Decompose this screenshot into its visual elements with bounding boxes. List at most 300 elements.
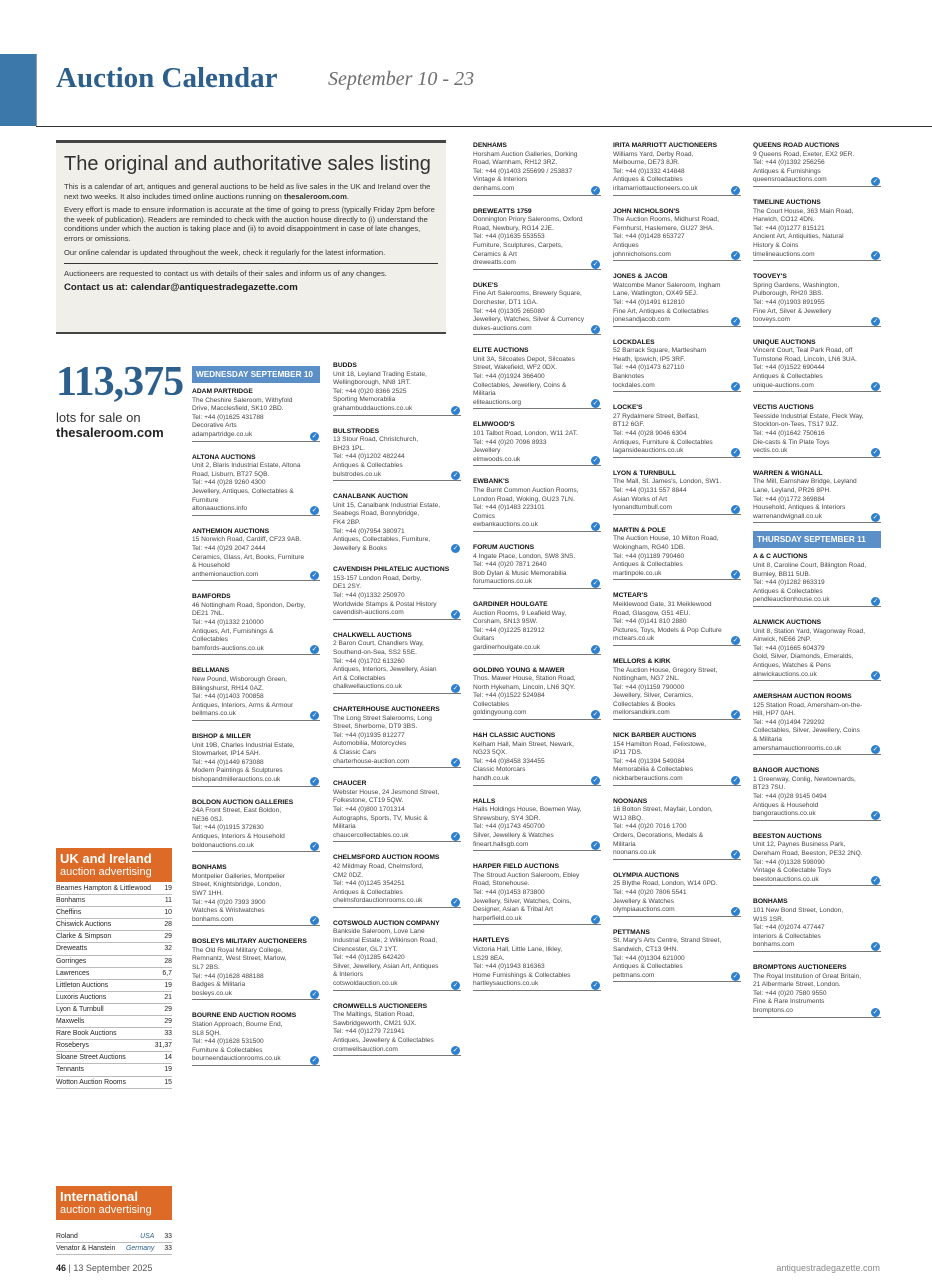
- auction-detail: Fine Art, Antiques & Collectables: [613, 307, 709, 315]
- auction-detail: Street, Knightsbridge, London,: [192, 881, 282, 889]
- auction-detail: Ceramics & Art: [473, 250, 517, 258]
- auction-entry: [333, 632, 461, 694]
- auction-website[interactable]: bamfords-auctions.co.uk: [192, 645, 320, 656]
- auction-website[interactable]: pettmans.com: [613, 972, 741, 983]
- auction-detail: Tel: +44 (0)1279 721941: [333, 1028, 405, 1036]
- auctioneer-name: COTSWOLD AUCTION COMPANY: [333, 919, 440, 927]
- auction-website[interactable]: forumauctions.co.uk: [473, 578, 601, 589]
- auction-detail: Industrial Estate, 2 Wilkinson Road,: [333, 937, 438, 945]
- auction-detail: Road, Glasgow, G51 4EU.: [613, 609, 691, 617]
- auction-detail: DE21 7NL.: [192, 610, 225, 618]
- advertiser-name: Cheffins: [56, 909, 82, 917]
- auction-website[interactable]: bishopandmillerauctions.co.uk: [192, 776, 320, 787]
- advertiser-row[interactable]: [56, 1028, 172, 1040]
- auction-website[interactable]: eliteauctions.org: [473, 399, 601, 410]
- intro-paragraph-4: Auctioneers are requested to contact us with details of their sales and inform us of any changes.: [64, 269, 387, 279]
- auction-website[interactable]: bellmans.co.uk: [192, 710, 320, 721]
- auctioneer-name: GARDINER HOULGATE: [473, 600, 548, 608]
- auction-detail: Guitars: [473, 635, 495, 643]
- auction-detail: 25 Blythe Road, London, W14 0PD.: [613, 880, 718, 888]
- auctioneer-name: ADAM PARTRIDGE: [192, 388, 253, 395]
- auction-detail: Furniture: [192, 496, 219, 504]
- verified-icon: ✓: [311, 1057, 318, 1064]
- listing-column-1: [192, 366, 320, 1078]
- auction-website[interactable]: nickbarberauctions.com: [613, 775, 741, 786]
- auction-detail: Nottingham, NG7 2NL.: [613, 675, 680, 683]
- auction-detail: 21 Albermarle Street, London.: [753, 981, 841, 989]
- auction-detail: Antiques & Collectables: [753, 587, 823, 595]
- auction-detail: Antiques & Collectables: [333, 888, 403, 896]
- auction-detail: & Militaria: [753, 736, 782, 744]
- auction-entry: [753, 553, 881, 607]
- auction-detail: Tel: +44 (0)1392 256256: [753, 159, 825, 167]
- advertiser-page: 6,7: [162, 969, 172, 977]
- uk-advertising-header: UK and Ireland auction advertising: [56, 848, 172, 882]
- auction-detail: Badges & Militaria: [192, 981, 246, 989]
- verified-icon: ✓: [732, 383, 739, 391]
- day-header-wednesday: WEDNESDAY SEPTEMBER 10: [192, 366, 320, 383]
- auction-detail: Tel: +44 (0)20 7580 9550: [753, 989, 827, 997]
- page-footer: 46 | 13 September 2025: [56, 1263, 153, 1273]
- auction-website[interactable]: warrenandwignall.co.uk: [753, 513, 881, 524]
- advertiser-row[interactable]: [56, 1064, 172, 1076]
- verified-icon: ✓: [452, 406, 459, 414]
- auction-detail: Stockton-on-Tees, TS17 9JZ.: [753, 421, 839, 429]
- thesaleroom-link[interactable]: thesaleroom.com: [283, 191, 347, 201]
- auction-detail: Fine & Rare Instruments: [753, 998, 825, 1006]
- auction-entry: [753, 470, 881, 524]
- auction-website[interactable]: queensroadauctions.com: [753, 176, 881, 187]
- auctioneer-name: BONHAMS: [192, 864, 227, 872]
- auction-website[interactable]: lockdales.com: [613, 382, 741, 393]
- auction-detail: & Household: [192, 562, 230, 570]
- auction-detail: Lane, Watlington, OX49 5EJ.: [613, 290, 698, 298]
- auction-website[interactable]: boldonauctions.co.uk: [192, 842, 320, 853]
- issue-date: 13 September 2025: [73, 1263, 153, 1273]
- auction-website[interactable]: pendleauctionhouse.co.uk: [753, 596, 881, 607]
- auction-detail: 1 Greenway, Conlig, Newtownards,: [753, 775, 856, 783]
- auction-detail: BT23 7SU.: [753, 784, 786, 792]
- auctioneer-name: BONHAMS: [753, 898, 788, 906]
- advertiser-row[interactable]: [56, 980, 172, 992]
- auction-entry: [192, 454, 320, 516]
- auction-detail: Orders, Decorations, Medals &: [613, 832, 704, 839]
- auction-detail: Vintage & Collectable Toys: [753, 867, 832, 875]
- auction-entry: [473, 282, 601, 336]
- auction-entry: [473, 544, 601, 589]
- auction-detail: Collectables: [473, 700, 509, 708]
- auction-website[interactable]: chalkwellauctions.co.uk: [333, 683, 461, 694]
- auction-detail: Tel: +44 (0)1635 553553: [473, 233, 545, 241]
- auction-detail: Decorative Arts: [192, 422, 237, 430]
- auction-detail: Collectables & Books: [613, 700, 676, 708]
- header-divider: [36, 54, 37, 126]
- auction-website[interactable]: anthemionauction.com: [192, 571, 320, 582]
- verified-icon: ✓: [872, 317, 879, 325]
- auction-website[interactable]: handh.co.uk: [473, 775, 601, 786]
- advertiser-page: 11: [164, 897, 172, 905]
- verified-icon: ✓: [872, 597, 879, 605]
- auction-detail: BT12 6GF.: [613, 421, 645, 429]
- auction-detail: Antiques, Jewellery & Collectables: [333, 1037, 434, 1044]
- auction-detail: Tel: +44 (0)1305 265080: [473, 307, 545, 315]
- auctioneer-name: ELMWOOD'S: [473, 421, 515, 429]
- auction-detail: Turnstone Road, Lincoln, LN6 3UA.: [753, 355, 857, 363]
- auction-website[interactable]: noonans.co.uk: [613, 849, 741, 860]
- auction-website[interactable]: goldingyoung.com: [473, 709, 601, 720]
- auction-detail: Fernhurst, Haslemere, GU27 3HA.: [613, 224, 715, 232]
- auction-entry: [753, 833, 881, 887]
- verified-icon: ✓: [592, 645, 599, 653]
- verified-icon: ✓: [732, 711, 739, 719]
- auction-detail: Jewellery, Watches, Silver & Currency: [473, 316, 585, 324]
- advertiser-name: Bonhams: [56, 897, 86, 905]
- auction-website[interactable]: grahambuddauctions.co.uk: [333, 405, 461, 416]
- advertiser-row[interactable]: [56, 1052, 172, 1064]
- advertiser-row[interactable]: [56, 968, 172, 980]
- advertiser-row[interactable]: [56, 907, 172, 919]
- auctioneer-name: TOOVEY'S: [753, 273, 787, 281]
- advertiser-row[interactable]: [56, 1077, 172, 1089]
- verified-icon: ✓: [592, 326, 599, 334]
- page-number: 46: [56, 1263, 67, 1273]
- auction-website[interactable]: cromwellsauction.com: [333, 1046, 461, 1057]
- auction-website[interactable]: bonhams.com: [753, 941, 881, 952]
- verified-icon: ✓: [732, 850, 739, 858]
- auctioneer-name: GOLDING YOUNG & MAWER: [473, 666, 565, 674]
- advertiser-row[interactable]: [56, 931, 172, 943]
- auction-website[interactable]: altonaauctions.info: [192, 505, 320, 516]
- advertiser-name: Dreweatts: [56, 945, 88, 953]
- auction-website[interactable]: iritamarriottauctioneers.co.uk: [613, 185, 741, 196]
- page-title: Auction Calendar: [56, 62, 278, 94]
- auction-detail: The Court House, 363 Main Road,: [753, 207, 854, 215]
- advertiser-row[interactable]: [56, 1004, 172, 1016]
- auction-detail: Tel: +44 (0)1332 210000: [192, 619, 264, 627]
- advertiser-name: Bearnes Hampton & Littlewood: [56, 885, 151, 892]
- auction-entry: [613, 339, 741, 393]
- auction-detail: Antiques, Collectables, Furniture,: [333, 536, 431, 544]
- auction-detail: Tel: +44 (0)1494 729292: [753, 718, 825, 726]
- verified-icon: ✓: [872, 1008, 879, 1016]
- section-tab: [0, 54, 36, 126]
- advertiser-row[interactable]: [56, 992, 172, 1004]
- verified-icon: ✓: [872, 746, 879, 754]
- auction-entry: [333, 493, 461, 554]
- auction-entry: [473, 478, 601, 532]
- advertiser-row[interactable]: [56, 883, 172, 895]
- auction-detail: Tel: +44 (0)1202 482244: [333, 453, 405, 461]
- verified-icon: ✓: [592, 711, 599, 719]
- auctioneer-name: ALTONA AUCTIONS: [192, 453, 256, 461]
- auction-detail: Tel: +44 (0)1915 372630: [192, 824, 264, 832]
- auction-entry: [613, 929, 741, 983]
- auction-detail: Silver, Jewellery, Asian Art, Antiques: [333, 962, 439, 970]
- auction-detail: Collectables, Silver, Jewellery, Coins: [753, 727, 860, 735]
- auctioneer-name: DUKE'S: [473, 281, 498, 289]
- auction-website[interactable]: martinpole.co.uk: [613, 570, 741, 581]
- auction-detail: Household, Antiques & Interiors: [753, 504, 846, 512]
- auction-website[interactable]: fineart.hallsgb.com: [473, 841, 601, 852]
- auction-detail: Jewellery, Silver, Ceramics,: [613, 692, 694, 700]
- auction-detail: 27 Rydalmere Street, Belfast,: [613, 412, 700, 420]
- auction-website[interactable]: amershamauctionrooms.co.uk: [753, 745, 881, 756]
- auction-entry: [192, 667, 320, 721]
- auction-website[interactable]: beestonauctions.co.uk: [753, 876, 881, 887]
- auction-website[interactable]: vectis.co.uk: [753, 447, 881, 458]
- auctioneer-name: ANTHEMION AUCTIONS: [192, 527, 270, 535]
- auction-detail: Station Approach, Bourne End,: [192, 1021, 283, 1029]
- auction-detail: The Mill, Earnshaw Bridge, Leyland: [753, 478, 857, 486]
- auction-detail: CM2 0DZ.: [333, 871, 364, 879]
- auction-detail: Wellingborough, NN8 1RT.: [333, 379, 411, 387]
- auction-detail: Antiques, Interiors, Jewellery, Asian: [333, 666, 437, 674]
- auction-detail: DE1 2SY.: [333, 583, 362, 591]
- auction-detail: The Auction House, 10 Milton Road,: [613, 535, 719, 543]
- auction-entry: [473, 863, 601, 925]
- auction-entry: [333, 566, 461, 620]
- auction-detail: Jewellery, Antiques, Collectables &: [192, 487, 294, 495]
- auction-detail: 4 Ingate Place, London, SW8 3NS.: [473, 552, 576, 560]
- auction-entry: [753, 619, 881, 681]
- auction-entry: [753, 898, 881, 952]
- auction-detail: Southend-on-Sea, SS2 5SE.: [333, 649, 417, 657]
- auction-detail: Worldwide Stamps & Postal History: [333, 600, 437, 608]
- auction-website[interactable]: dukes-auctions.com: [473, 325, 601, 336]
- site-url[interactable]: antiquestradegazette.com: [776, 1263, 880, 1273]
- advertiser-row[interactable]: [56, 919, 172, 931]
- auction-detail: Road, Newbury, RG14 2JE.: [473, 224, 554, 232]
- auctioneer-name: BULSTRODES: [333, 427, 380, 435]
- auctioneer-name: BANGOR AUCTIONS: [753, 767, 820, 775]
- contact-email[interactable]: Contact us at: calendar@antiquestradegazette.com: [64, 281, 298, 293]
- auction-website[interactable]: chaucercollectables.co.uk: [333, 832, 461, 843]
- auction-detail: Meiklewood Gate, 31 Meiklewood: [613, 600, 712, 608]
- auction-detail: Militaria: [613, 840, 636, 848]
- advertiser-country: Germany: [125, 1245, 155, 1253]
- auction-website[interactable]: chelmsfordauctionrooms.co.uk: [333, 897, 461, 908]
- auction-detail: Tel: +44 (0)1743 450700: [473, 823, 545, 831]
- advertiser-row[interactable]: [56, 1040, 172, 1052]
- auction-detail: St. Mary's Arts Centre, Strand Street,: [613, 937, 722, 945]
- verified-icon: ✓: [872, 877, 879, 885]
- auctioneer-name: MARTIN & POLE: [613, 526, 666, 534]
- auction-website[interactable]: bangorauctions.co.uk: [753, 810, 881, 821]
- auctioneer-name: TIMELINE AUCTIONS: [753, 198, 821, 206]
- auction-website[interactable]: alnwickauctions.co.uk: [753, 671, 881, 682]
- auction-website[interactable]: olympiaauctions.com: [613, 906, 741, 917]
- advertiser-name: Roseberys: [56, 1042, 89, 1050]
- auction-detail: 24A Front Street, East Boldon,: [192, 807, 282, 815]
- intro-paragraph-3: Our online calendar is updated throughout the week, check it regularly for the latest information.: [64, 247, 386, 257]
- auction-detail: Tel: +44 (0)1483 223101: [473, 504, 545, 512]
- auction-website[interactable]: cavendish-auctions.com: [333, 609, 461, 620]
- auction-detail: Vintage & Interiors: [473, 176, 528, 184]
- auctioneer-name: HALLS: [473, 797, 496, 805]
- auction-website[interactable]: unique-auctions.com: [753, 382, 881, 393]
- auction-website[interactable]: bosleys.co.uk: [192, 990, 320, 1001]
- auctioneer-name: AMERSHAM AUCTION ROOMS: [753, 693, 852, 701]
- auction-detail: 154 Hamilton Road, Felixstowe,: [613, 740, 707, 748]
- intro-divider: [64, 263, 438, 264]
- auction-detail: Tel: +44 (0)28 9046 6304: [613, 430, 687, 438]
- auction-detail: Antiques & Collectables: [613, 561, 683, 569]
- auction-website[interactable]: johnnicholsons.com: [613, 251, 741, 262]
- auction-website[interactable]: bulstrodes.co.uk: [333, 471, 461, 482]
- auction-detail: BH23 1PL.: [333, 444, 365, 452]
- auction-entry: [192, 388, 320, 442]
- verified-icon: ✓: [732, 636, 739, 644]
- listing-column-3: [473, 142, 601, 1003]
- auction-website[interactable]: bromptons.co: [753, 1007, 881, 1018]
- auction-entry: [192, 593, 320, 655]
- auctioneer-name: MELLORS & KIRK: [613, 657, 671, 665]
- auction-website[interactable]: tooveys.com: [753, 316, 881, 327]
- auction-detail: Montpelier Galleries, Montpelier: [192, 872, 286, 880]
- auction-website[interactable]: lyonandturnbull.com: [613, 504, 741, 515]
- advertiser-row[interactable]: [56, 895, 172, 907]
- auction-website[interactable]: dreweatts.com: [473, 259, 601, 270]
- auction-website[interactable]: ewbankauctions.co.uk: [473, 521, 601, 532]
- verified-icon: ✓: [311, 777, 318, 785]
- auction-detail: SL7 2BS.: [192, 964, 220, 972]
- auction-entry: [613, 658, 741, 720]
- verified-icon: ✓: [311, 917, 318, 925]
- auction-website[interactable]: bourneendauctionrooms.co.uk: [192, 1055, 320, 1066]
- auction-entry: [473, 601, 601, 655]
- auction-detail: Jewellery, Silver, Watches, Coins,: [473, 897, 572, 905]
- advertiser-page: 29: [164, 1018, 172, 1026]
- auction-detail: Tel: +44 (0)20 8366 2525: [333, 387, 407, 395]
- auction-website[interactable]: harperfield.co.uk: [473, 915, 601, 926]
- auction-detail: SL8 5QH.: [192, 1029, 221, 1037]
- auction-entry: [753, 693, 881, 755]
- auction-entry: [613, 798, 741, 860]
- advertiser-row[interactable]: [56, 1231, 172, 1243]
- auction-website[interactable]: mellorsandkirk.com: [613, 709, 741, 720]
- auction-detail: Silver, Jewellery & Watches: [473, 832, 554, 839]
- auction-detail: Webster House, 24 Jesmond Street,: [333, 788, 440, 796]
- auction-detail: The Auction Rooms, Midhurst Road,: [613, 216, 719, 224]
- auction-website[interactable]: [333, 553, 461, 554]
- auction-detail: The Burnt Common Auction Rooms,: [473, 487, 579, 494]
- verified-icon: ✓: [872, 672, 879, 680]
- auction-detail: SW7 1HH.: [192, 889, 224, 897]
- auction-detail: The Cheshire Saleroom, Withyfold: [192, 396, 293, 404]
- auction-website[interactable]: denhams.com: [473, 185, 601, 196]
- advertiser-row[interactable]: [56, 956, 172, 968]
- auction-detail: Tel: +44 (0)141 810 2880: [613, 618, 687, 626]
- auction-detail: The Maltings, Station Road,: [333, 1011, 415, 1019]
- auction-detail: W1S 1SR.: [753, 915, 784, 923]
- auction-detail: Gold, Silver, Diamonds, Emeralds,: [753, 653, 854, 661]
- auction-detail: Melbourne, DE73 8JR.: [613, 159, 680, 167]
- advertiser-page: 29: [164, 933, 172, 941]
- auction-detail: Tel: +44 (0)1628 531500: [192, 1038, 264, 1046]
- auction-website[interactable]: elmwoods.co.uk: [473, 456, 601, 467]
- auction-detail: Tel: +44 (0)1403 255699 / 253837: [473, 167, 573, 175]
- auction-detail: Heath, Ipswich, IP5 3RF.: [613, 355, 686, 363]
- auction-detail: Unit 18, Leyland Trading Estate,: [333, 370, 427, 378]
- advertiser-name: Littleton Auctions: [56, 981, 109, 989]
- auction-detail: Unit 2, Blaris Industrial Estate, Altona: [192, 462, 301, 470]
- verified-icon: ✓: [732, 317, 739, 325]
- advertiser-row[interactable]: [56, 943, 172, 955]
- auction-website[interactable]: lagansideauctions.co.uk: [613, 447, 741, 458]
- verified-icon: ✓: [872, 383, 879, 391]
- advertiser-row[interactable]: [56, 1016, 172, 1028]
- auction-website[interactable]: hartleysauctions.co.uk: [473, 980, 601, 991]
- auction-entry: [753, 273, 881, 327]
- auction-website[interactable]: bonhams.com: [192, 916, 320, 927]
- auction-entry: [613, 527, 741, 581]
- auction-detail: Sporting Memorabilia: [333, 396, 396, 404]
- auctioneer-name: HARPER FIELD AUCTIONS: [473, 863, 559, 871]
- auction-detail: Lane, Leyland, PR26 8PH.: [753, 487, 832, 494]
- auction-detail: Remnantz, West Street, Marlow,: [192, 955, 287, 963]
- auction-website[interactable]: timelineauctions.com: [753, 251, 881, 262]
- listing-column-5: [753, 142, 881, 1030]
- verified-icon: ✓: [872, 177, 879, 185]
- auctioneer-name: BOURNE END AUCTION ROOMS: [192, 1012, 297, 1020]
- auction-detail: Automobilia, Motorcycles: [333, 740, 407, 748]
- auction-entry: [192, 864, 320, 926]
- auction-detail: Antiques & Collectables: [333, 461, 403, 469]
- auction-website[interactable]: adampartridge.co.uk: [192, 431, 320, 442]
- auction-detail: Harwich, CO12 4DN.: [753, 216, 815, 224]
- verified-icon: ✓: [592, 842, 599, 850]
- verified-icon: ✓: [452, 545, 459, 553]
- auction-detail: Jewellery & Watches: [613, 897, 674, 905]
- auction-detail: 153-157 London Road, Derby,: [333, 574, 422, 582]
- auction-detail: Tel: +44 (0)1285 642420: [333, 954, 405, 962]
- auction-detail: Collectables, Jewellery, Coins &: [473, 381, 567, 389]
- auction-detail: Tel: +44 (0)1665 604379: [753, 644, 825, 652]
- auction-detail: New Pound, Wisborough Green,: [192, 676, 287, 684]
- advertiser-row[interactable]: [56, 1243, 172, 1255]
- auction-website[interactable]: mctears.co.uk: [613, 635, 741, 646]
- auction-detail: Tel: +44 (0)28 9260 4300: [192, 479, 266, 487]
- auction-entry: [333, 362, 461, 416]
- auction-entry: [613, 273, 741, 327]
- advertiser-name: Venator & Hanstein: [56, 1245, 116, 1253]
- auctioneer-name: VECTIS AUCTIONS: [753, 404, 814, 412]
- auction-detail: Drive, Macclesfield, SK10 2BD.: [192, 405, 284, 413]
- auction-detail: Unit 15, Canalbank Industrial Estate,: [333, 501, 441, 509]
- verified-icon: ✓: [311, 991, 318, 999]
- auction-website[interactable]: charterhouse-auction.com: [333, 758, 461, 769]
- thesaleroom-brand[interactable]: thesaleroom.com: [56, 425, 164, 440]
- auction-website[interactable]: cotswoldauction.co.uk: [333, 980, 461, 991]
- auction-detail: North Hykeham, Lincoln, LN6 3QY.: [473, 683, 576, 691]
- auction-detail: Militaria: [333, 823, 356, 831]
- advertiser-page: 33: [164, 1030, 172, 1038]
- auction-detail: Tel: +44 (0)8458 334455: [473, 757, 545, 765]
- auction-detail: Vincent Court, Teal Park Road, off: [753, 347, 853, 355]
- auction-website[interactable]: gardinerhoulgate.co.uk: [473, 644, 601, 655]
- auction-detail: The Royal Institution of Great Britain,: [753, 972, 862, 980]
- auction-website[interactable]: jonesandjacob.com: [613, 316, 741, 327]
- verified-icon: ✓: [592, 776, 599, 784]
- auction-detail: Tel: +44 (0)20 7393 3900: [192, 898, 266, 906]
- intro-paragraph-1: This is a calendar of art, antiques and general auctions to be held as live sales in the UK and Ireland over the next two weeks. It also includes timed online auctions running on thesaleroom.com.: [64, 182, 431, 201]
- verified-icon: ✓: [311, 432, 318, 440]
- auctioneer-name: EWBANK'S: [473, 478, 510, 486]
- auction-detail: Tel: +44 (0)28 9145 0494: [753, 793, 827, 801]
- auction-entry: [473, 142, 601, 196]
- advertiser-name: Lyon & Turnbull: [56, 1005, 104, 1013]
- auction-detail: Autographs, Sports, TV, Music &: [333, 814, 428, 822]
